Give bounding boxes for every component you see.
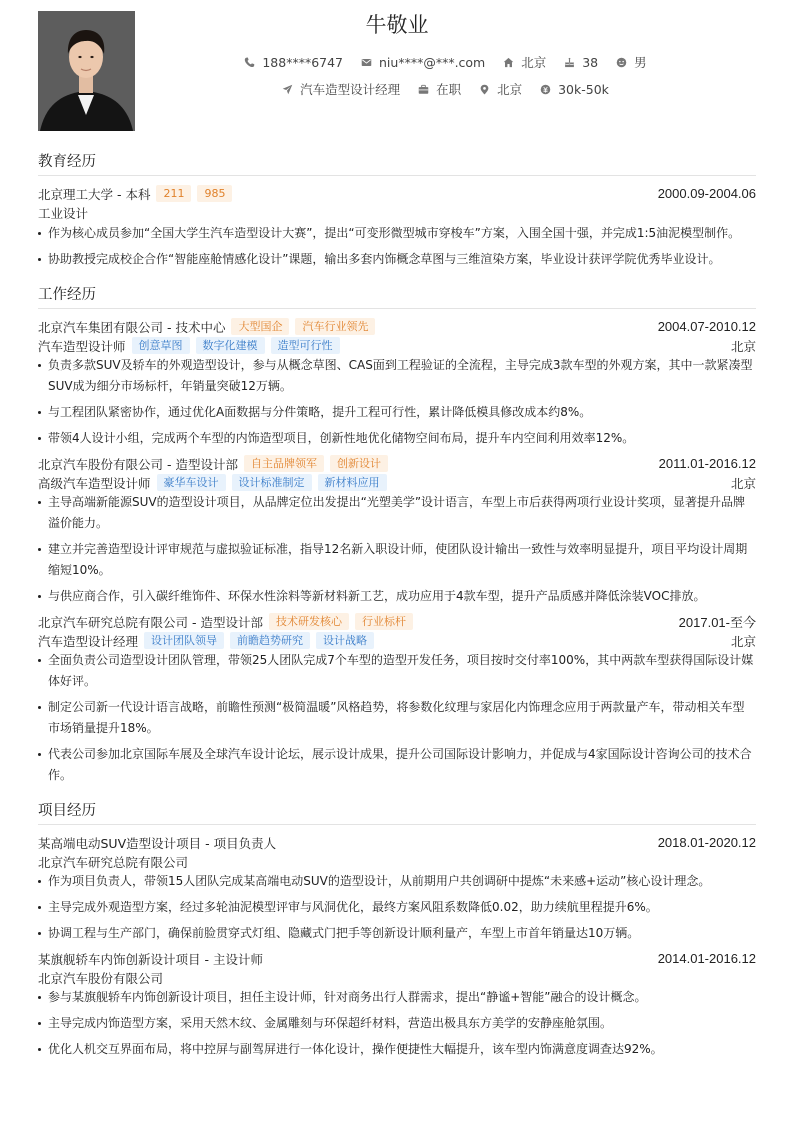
skill-tag: 造型可行性 — [271, 337, 340, 354]
projects-section-title: 项目经历 — [38, 799, 756, 825]
work-header-row — [38, 317, 756, 336]
work-city: 北京 — [730, 338, 756, 354]
skill-tag: 前瞻趋势研究 — [230, 632, 310, 649]
skill-tag: 设计团队领导 — [144, 632, 224, 649]
list-item: 作为项目负责人，带领15人团队完成某高端电动SUV的造型设计，从前期用户共创调研中提炼“未来感+运动”核心设计理念。 — [38, 871, 756, 892]
skill-tag: 数字化建模 — [196, 337, 265, 354]
work-bullets — [38, 650, 756, 786]
salary-item — [540, 82, 609, 97]
target-city: 北京 — [497, 82, 523, 97]
job-intention-row — [135, 80, 756, 98]
project-org-row — [38, 968, 756, 987]
project-name: 某旗舰轿车内饰创新设计项目 - 主设计师 — [38, 951, 263, 967]
email-item — [361, 55, 485, 70]
work-header-row — [38, 612, 756, 631]
home-icon — [503, 57, 514, 68]
money-icon — [540, 84, 551, 95]
education-header-row — [38, 184, 756, 203]
project-org-row — [38, 852, 756, 871]
company-tag: 行业标杆 — [355, 613, 413, 630]
resume-page — [38, 0, 756, 1065]
list-item: 主导完成内饰造型方案，采用天然木纹、金属雕刻与环保超纤材料，营造出极具东方美学的安静座舱氛围。 — [38, 1013, 756, 1034]
list-item: 制定公司新一代设计语言战略，前瞻性预测“极简温暖”风格趋势，将参数化纹理与家居化内饰理念应用于两款量产车，带动相关车型市场销量提升18%。 — [38, 697, 756, 739]
company-tag: 大型国企 — [231, 318, 289, 335]
work-entry — [38, 317, 756, 449]
project-entry — [38, 833, 756, 944]
work-header-row — [38, 454, 756, 473]
school-name: 北京理工大学 - 本科 — [38, 186, 151, 202]
education-entry — [38, 184, 756, 270]
target-position: 汽车造型设计经理 — [300, 82, 401, 97]
phone-icon — [244, 57, 255, 68]
list-item: 协助教授完成校企合作“智能座舱情感化设计”课题，输出多套内饰概念草图与三维渲染方案，毕业设计获评学院优秀毕业设计。 — [38, 249, 756, 270]
resume-header — [38, 0, 756, 135]
home-item — [503, 53, 546, 71]
project-bullets — [38, 987, 756, 1060]
education-section-title: 教育经历 — [38, 150, 756, 176]
status-item — [418, 80, 461, 98]
project-org: 北京汽车股份有限公司 — [38, 970, 164, 986]
briefcase-icon — [418, 84, 429, 95]
job-title: 汽车造型设计师 — [38, 338, 126, 354]
company-tag: 技术研发核心 — [269, 613, 349, 630]
list-item: 建立并完善造型设计评审规范与虚拟验证标准，指导12名新入职设计师，使团队设计输出一致性与效率明显提升，项目平均设计周期缩短10%。 — [38, 539, 756, 581]
work-city: 北京 — [730, 475, 756, 491]
job-title-row — [38, 631, 756, 650]
major-row — [38, 203, 756, 222]
home-city: 北京 — [521, 55, 547, 70]
company-tag: 汽车行业领先 — [295, 318, 375, 335]
work-bullets — [38, 355, 756, 449]
skill-tag: 新材料应用 — [318, 474, 387, 491]
list-item: 与工程团队紧密协作，通过优化A面数据与分件策略，提升工程可行性，累计降低模具修改成本约8%。 — [38, 402, 756, 423]
work-section — [38, 283, 756, 786]
age-value: 38 — [582, 54, 599, 70]
company-tag: 创新设计 — [330, 455, 388, 472]
contact-info-row — [135, 53, 756, 71]
project-name: 某高端电动SUV造型设计项目 - 项目负责人 — [38, 835, 277, 851]
target-position-item — [282, 80, 400, 98]
work-date: 2011.01-2016.12 — [658, 456, 756, 471]
mail-icon — [361, 57, 372, 68]
skill-tag: 设计战略 — [316, 632, 374, 649]
job-title: 汽车造型设计经理 — [38, 633, 139, 649]
list-item: 代表公司参加北京国际车展及全球汽车设计论坛，展示设计成果，提升公司国际设计影响力，并促成与4家国际设计咨询公司的技术合作。 — [38, 744, 756, 786]
work-bullets — [38, 492, 756, 607]
work-section-title: 工作经历 — [38, 283, 756, 309]
work-date: 2004.07-2010.12 — [657, 319, 756, 334]
list-item: 优化人机交互界面布局，将中控屏与副驾屏进行一体化设计，操作便捷性大幅提升，该车型内饰满意度调查达92%。 — [38, 1039, 756, 1060]
gender-item — [616, 53, 647, 71]
school-tag: 211 — [156, 185, 191, 202]
school-tag: 985 — [197, 185, 232, 202]
company-tag: 自主品牌领军 — [244, 455, 324, 472]
candidate-name: 牛敬业 — [365, 13, 429, 37]
project-date: 2018.01-2020.12 — [657, 835, 756, 850]
gender-icon — [616, 57, 627, 68]
major-name: 工业设计 — [38, 205, 89, 221]
phone-item — [244, 55, 343, 70]
skill-tag: 创意草图 — [132, 337, 190, 354]
skill-tag: 豪华车设计 — [157, 474, 226, 491]
list-item: 带领4人设计小组，完成两个车型的内饰造型项目，创新性地优化储物空间布局，提升车内空间利用效率12%。 — [38, 428, 756, 449]
work-city: 北京 — [730, 633, 756, 649]
age-item — [564, 55, 598, 70]
employment-status: 在职 — [436, 82, 462, 97]
company-name: 北京汽车集团有限公司 - 技术中心 — [38, 319, 226, 335]
work-entry — [38, 612, 756, 786]
list-item: 与供应商合作，引入碳纤维饰件、环保水性涂料等新材料新工艺，成功应用于4款车型，提升产品质感并降低涂装VOC排放。 — [38, 586, 756, 607]
project-entry — [38, 949, 756, 1060]
list-item: 作为核心成员参加“全国大学生汽车造型设计大赛”，提出“可变形微型城市穿梭车”方案，入围全国十强，并完成1:5油泥模型制作。 — [38, 223, 756, 244]
project-header-row — [38, 833, 756, 852]
list-item: 负责多款SUV及轿车的外观造型设计，参与从概念草图、CAS面到工程验证的全流程，主导完成3款车型的外观方案，其中一款紧凑型SUV成为细分市场标杆，年销量突破12万辆。 — [38, 355, 756, 397]
project-date: 2014.01-2016.12 — [657, 951, 756, 966]
skill-tag: 设计标准制定 — [232, 474, 312, 491]
job-title: 高级汽车造型设计师 — [38, 475, 151, 491]
company-name: 北京汽车股份有限公司 - 造型设计部 — [38, 456, 238, 472]
list-item: 参与某旗舰轿车内饰创新设计项目，担任主设计师，针对商务出行人群需求，提出“静谧+智能”融合的设计概念。 — [38, 987, 756, 1008]
list-item: 协调工程与生产部门，确保前脸贯穿式灯组、隐藏式门把手等创新设计顺利量产，车型上市首年销量达10万辆。 — [38, 923, 756, 944]
project-header-row — [38, 949, 756, 968]
education-bullets — [38, 223, 756, 270]
work-date: 2017.01-至今 — [678, 615, 756, 630]
list-item: 主导高端新能源SUV的造型设计项目，从品牌定位出发提出“光塑美学”设计语言，车型上市后获得两项行业设计奖项，显著提升品牌溢价能力。 — [38, 492, 756, 534]
cake-icon — [564, 57, 575, 68]
email-address: niu****@***.com — [379, 54, 486, 70]
target-city-item — [479, 80, 522, 98]
list-item: 全面负责公司造型设计团队管理，带领25人团队完成7个车型的造型开发任务，项目按时交付率100%，其中两款车型获得国际设计媒体好评。 — [38, 650, 756, 692]
project-bullets — [38, 871, 756, 944]
gender-value: 男 — [634, 55, 647, 70]
work-entry — [38, 454, 756, 607]
list-item: 主导完成外观造型方案，经过多轮油泥模型评审与风洞优化，最终方案风阻系数降低0.02，助力续航里程提升6%。 — [38, 897, 756, 918]
project-org: 北京汽车研究总院有限公司 — [38, 854, 189, 870]
education-section — [38, 150, 756, 270]
education-date: 2000.09-2004.06 — [657, 186, 756, 201]
projects-section — [38, 799, 756, 1060]
job-title-row — [38, 473, 756, 492]
phone-number: 188****6747 — [262, 54, 344, 70]
send-icon — [282, 84, 293, 95]
salary-range: 30k-50k — [558, 81, 609, 97]
company-name: 北京汽车研究总院有限公司 - 造型设计部 — [38, 614, 263, 630]
location-pin-icon — [479, 84, 490, 95]
job-title-row — [38, 336, 756, 355]
